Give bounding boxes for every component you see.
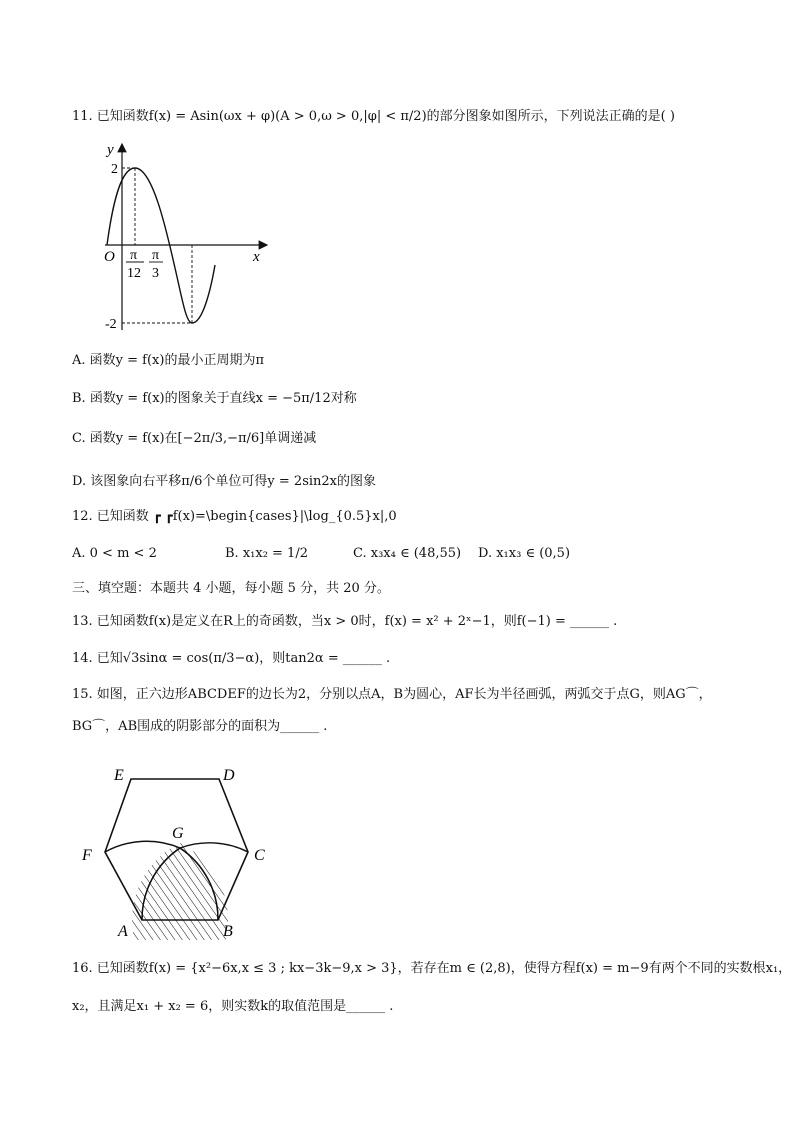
q11-stem: 11. 已知函数f(x) = Asin(ωx + φ)(A > 0,ω > 0,|φ| < π/2)的部分图象如图所示，下列说法正确的是( ) xyxy=(72,109,675,124)
q11-option-d: D. 该图象向右平移π/6个单位可得y = 2sin2x的图象 xyxy=(72,474,376,489)
q11-option-c: C. 函数y = f(x)在[−2π/3,−π/6]单调递减 xyxy=(72,431,317,446)
label-B: B xyxy=(223,923,233,940)
q11-option-a: A. 函数y = f(x)的最小正周期为π xyxy=(72,353,264,368)
tick2-denominator: 3 xyxy=(152,266,159,281)
label-C: C xyxy=(254,847,265,864)
q12-stem: 12. 已知函数 ┏ ┏f(x)=\begin{cases}|\log_{0.5}x|,0 xyxy=(72,509,397,524)
q11-option-b: B. 函数y = f(x)的图象关于直线x = −5π/12对称 xyxy=(72,391,357,406)
label-E: E xyxy=(114,767,124,784)
q15-line2: BG⌒，AB围成的阴影部分的面积为______ . xyxy=(72,719,328,734)
q12-option-d: D. x₁x₃ ∈ (0,5) xyxy=(478,546,571,561)
q16-line1: 16. 已知函数f(x) = {x²−6x,x ≤ 3 ; kx−3k−9,x > 3}，若存在m ∈ (2,8)，使得方程f(x) = m−9有两个不同的实数根x₁， xyxy=(72,961,792,976)
tick1-numerator: π xyxy=(130,248,138,263)
label-F: F xyxy=(82,847,92,864)
section-3-heading: 三、填空题：本题共 4 小题，每小题 5 分，共 20 分。 xyxy=(72,581,390,596)
label-A: A xyxy=(118,923,128,940)
q12-option-c: C. x₃x₄ ∈ (48,55) xyxy=(353,546,462,561)
label-G: G xyxy=(172,825,184,842)
y-max-label: 2 xyxy=(111,162,118,177)
q16-line2: x₂，且满足x₁ + x₂ = 6，则实数k的取值范围是______ . xyxy=(72,999,394,1014)
label-D: D xyxy=(223,767,235,784)
q13-text: 13. 已知函数f(x)是定义在R上的奇函数，当x > 0时，f(x) = x² + 2ˣ−1，则f(−1) = ______ . xyxy=(72,614,618,629)
y-min-label: -2 xyxy=(105,317,117,332)
q12-option-b: B. x₁x₂ = 1/2 xyxy=(225,546,308,561)
y-axis-label: y xyxy=(107,142,114,158)
q14-text: 14. 已知√3sinα = cos(π/3−α)，则tan2α = ______ . xyxy=(72,651,391,666)
tick2-numerator: π xyxy=(152,248,160,263)
x-axis-label: x xyxy=(253,249,260,265)
q15-line1: 15. 如图，正六边形ABCDEF的边长为2，分别以点A，B为圆心，AF长为半径画弧，两弧交于点G，则AG⌒， xyxy=(72,687,712,702)
q12-option-a: A. 0 < m < 2 xyxy=(72,546,157,561)
q11-sine-graph xyxy=(95,138,275,338)
tick1-denominator: 12 xyxy=(127,266,141,281)
q15-hexagon-figure xyxy=(78,760,278,940)
origin-label: O xyxy=(104,249,115,265)
